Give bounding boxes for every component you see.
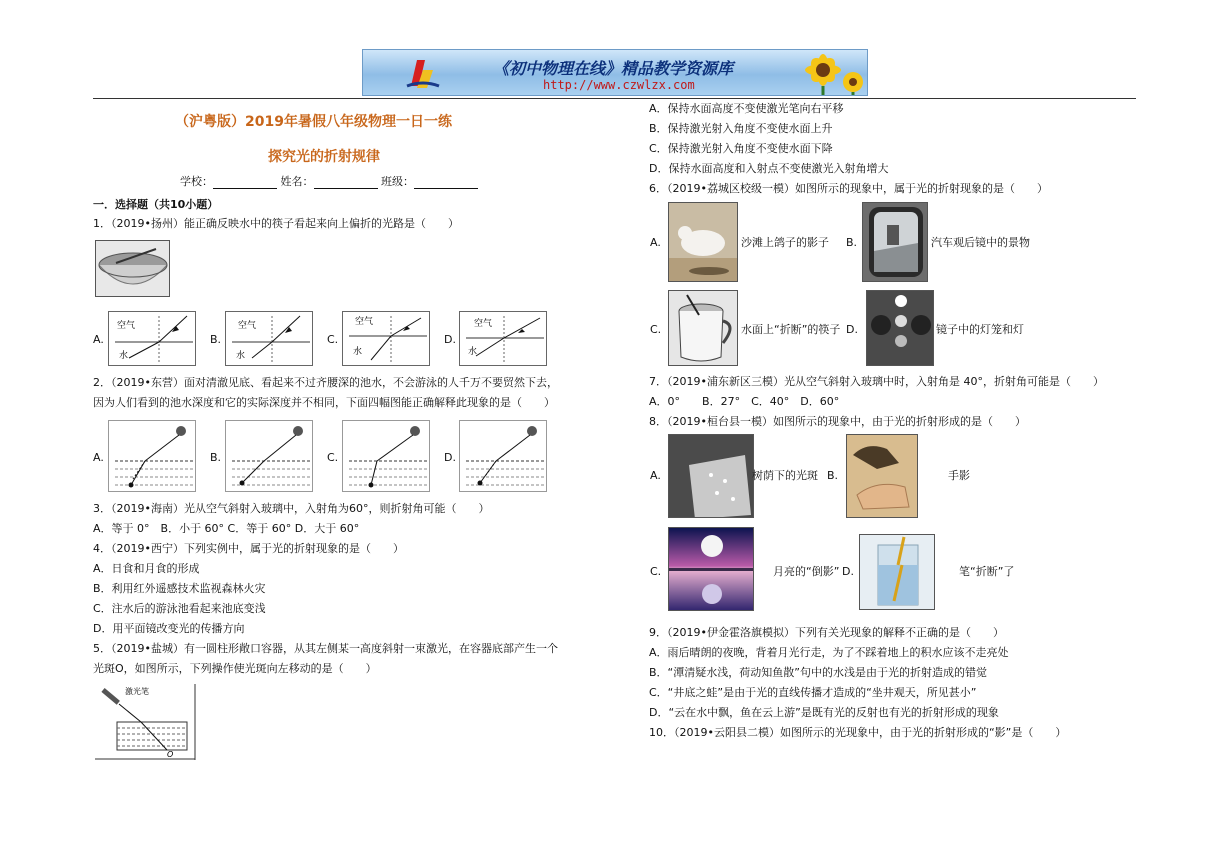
laser-container-diagram bbox=[95, 684, 197, 760]
question-2-line1: 2．（2019•东营）面对清澈见底、看起来不过齐腰深的池水，不会游泳的人千万不要贸然下去， bbox=[93, 376, 558, 389]
q8-option-c-caption: 月亮的“倒影” bbox=[773, 565, 840, 578]
q6-option-b-label: B. bbox=[846, 236, 858, 249]
question-6: 6．（2019•荔城区校级一模）如图所示的现象中，属于光的折射现象的是（ ） bbox=[649, 182, 1048, 195]
question-5-line2: 光斑O，如图所示，下列操作使光斑向左移动的是（ ） bbox=[93, 662, 377, 675]
q1-diagram-d bbox=[459, 311, 547, 366]
school-label: 学校： bbox=[180, 175, 213, 188]
q1-c-air-text: 空气 bbox=[355, 317, 374, 327]
question-9-option-c: C．“井底之蛙”是由于光的直线传播才造成的“坐井观天，所见甚小” bbox=[649, 686, 977, 699]
banner-title: 《初中物理在线》精品教学资源库 bbox=[493, 59, 734, 78]
q6-option-a-caption: 沙滩上鸽子的影子 bbox=[741, 236, 829, 249]
question-5-option-c: C．保持激光射入角度不变使水面下降 bbox=[649, 142, 833, 155]
logo-icon bbox=[403, 56, 443, 92]
header-banner bbox=[362, 49, 868, 96]
q8-option-d-caption: 笔“折断”了 bbox=[959, 565, 1015, 578]
question-7: 7．（2019•浦东新区三模）光从空气斜射入玻璃中时，入射角是 40°，折射角可能是（ ） bbox=[649, 375, 1104, 388]
q8-option-b-caption: 手影 bbox=[948, 469, 970, 482]
q1-a-air-text: 空气 bbox=[117, 321, 136, 331]
q2-diagram-a bbox=[108, 420, 196, 492]
q1-b-water-text: 水 bbox=[236, 351, 246, 361]
class-label: 班级： bbox=[381, 175, 414, 188]
q1-a-water-text: 水 bbox=[119, 351, 129, 361]
q6-option-a-label: A. bbox=[650, 236, 661, 249]
spot-o-label: O bbox=[167, 750, 174, 759]
section-heading: 一．选择题（共10小题） bbox=[93, 198, 219, 211]
broken-chopstick-cup-image bbox=[668, 290, 738, 366]
question-2-line2: 因为人们看到的池水深度和它的实际深度并不相同，下面四幅图能正确解释此现象的是（ ） bbox=[93, 396, 555, 409]
tree-light-spots-image bbox=[668, 434, 754, 518]
question-10: 10．（2019•云阳县二模）如图所示的光现象中，由于光的折射形成的“影”是（ ） bbox=[649, 726, 1067, 739]
q2-diagram-d bbox=[459, 420, 547, 492]
question-4: 4．（2019•西宁）下列实例中，属于光的折射现象的是（ ） bbox=[93, 542, 404, 555]
class-field[interactable] bbox=[414, 177, 478, 189]
question-7-options: A．0° B．27° C．40° D．60° bbox=[649, 395, 840, 408]
name-field[interactable] bbox=[314, 177, 378, 189]
pigeon-shadow-image bbox=[668, 202, 738, 282]
name-label: 姓名： bbox=[280, 175, 314, 188]
q2-option-c-label: C. bbox=[327, 451, 339, 464]
question-3: 3．（2019•海南）光从空气斜射入玻璃中，入射角为60°，则折射角可能（ ） bbox=[93, 502, 490, 515]
q1-option-d-label: D. bbox=[444, 333, 456, 346]
question-3-options: A．等于 0° B．小于 60° C．等于 60° D．大于 60° bbox=[93, 522, 360, 535]
question-4-option-d: D．用平面镜改变光的传播方向 bbox=[93, 622, 245, 635]
q2-diagram-b bbox=[225, 420, 313, 492]
moon-reflection-image bbox=[668, 527, 754, 611]
q1-c-water-text: 水 bbox=[353, 347, 363, 357]
question-9-option-b: B．“潭清疑水浅，荷动知鱼散”句中的水浅是由于光的折射造成的错觉 bbox=[649, 666, 987, 679]
q1-diagram-b bbox=[225, 311, 313, 366]
question-4-option-c: C．注水后的游泳池看起来池底变浅 bbox=[93, 602, 266, 615]
q8-option-a-caption: 树荫下的光斑 bbox=[752, 469, 818, 482]
question-9-option-d: D．“云在水中飘，鱼在云上游”是既有光的反射也有光的折射形成的现象 bbox=[649, 706, 999, 719]
question-5-line1: 5．（2019•盐城）有一圆柱形敞口容器，从其左侧某一高度斜射一束激光，在容器底部产生一个 bbox=[93, 642, 558, 655]
q1-d-water-text: 水 bbox=[468, 347, 478, 357]
q1-diagram-c bbox=[342, 311, 430, 366]
question-5-option-d: D．保持水面高度和入射点不变使激光入射角增大 bbox=[649, 162, 889, 175]
q6-option-b-caption: 汽车观后镜中的景物 bbox=[931, 236, 1030, 249]
q2-option-a-label: A. bbox=[93, 451, 104, 464]
question-4-option-a: A．日食和月食的形成 bbox=[93, 562, 200, 575]
laser-pen-label: 激光笔 bbox=[125, 687, 149, 696]
q6-option-c-caption: 水面上“折断”的筷子 bbox=[741, 323, 841, 336]
q8-option-a-label: A. bbox=[650, 469, 661, 482]
rearview-mirror-image bbox=[862, 202, 928, 282]
q8-option-c-label: C. bbox=[650, 565, 662, 578]
doc-subtitle: 探究光的折射规律 bbox=[268, 149, 380, 165]
q6-option-c-label: C. bbox=[650, 323, 662, 336]
q1-b-air-text: 空气 bbox=[238, 321, 257, 331]
mirror-lantern-image bbox=[866, 290, 934, 366]
q1-option-a-label: A. bbox=[93, 333, 104, 346]
pencil-in-glass-image bbox=[859, 534, 935, 610]
q2-option-b-label: B. bbox=[210, 451, 222, 464]
header-rule bbox=[93, 98, 1136, 99]
school-field[interactable] bbox=[213, 177, 277, 189]
q1-d-air-text: 空气 bbox=[474, 319, 493, 329]
question-4-option-b: B．利用红外遥感技术监视森林火灾 bbox=[93, 582, 266, 595]
banner-url: http://www.czwlzx.com bbox=[543, 78, 695, 92]
q8-option-d-label: D. bbox=[842, 565, 854, 578]
question-9-option-a: A．雨后晴朗的夜晚，背着月光行走，为了不踩着地上的积水应该不走亮处 bbox=[649, 646, 1009, 659]
question-8: 8．（2019•桓台县一模）如图所示的现象中，由于光的折射形成的是（ ） bbox=[649, 415, 1026, 428]
doc-title: （沪粤版）2019年暑假八年级物理一日一练 bbox=[175, 114, 452, 130]
q6-option-d-caption: 镜子中的灯笼和灯 bbox=[936, 323, 1024, 336]
question-5-option-a: A．保持水面高度不变使激光笔向右平移 bbox=[649, 102, 844, 115]
hand-shadow-image bbox=[846, 434, 918, 518]
q8-option-b-label: B. bbox=[827, 469, 839, 482]
question-9: 9．（2019•伊金霍洛旗模拟）下列有关光现象的解释不正确的是（ ） bbox=[649, 626, 1004, 639]
q1-option-c-label: C. bbox=[327, 333, 339, 346]
question-5-option-b: B．保持激光射入角度不变使水面上升 bbox=[649, 122, 833, 135]
info-line bbox=[180, 175, 478, 189]
q1-option-b-label: B. bbox=[210, 333, 222, 346]
sunflower-icon bbox=[793, 52, 867, 96]
q2-diagram-c bbox=[342, 420, 430, 492]
q1-diagram-a bbox=[108, 311, 196, 366]
question-1: 1．（2019•扬州）能正确反映水中的筷子看起来向上偏折的光路是（ ） bbox=[93, 217, 459, 230]
q2-option-d-label: D. bbox=[444, 451, 456, 464]
q6-option-d-label: D. bbox=[846, 323, 858, 336]
chopsticks-bowl-image bbox=[95, 240, 170, 297]
